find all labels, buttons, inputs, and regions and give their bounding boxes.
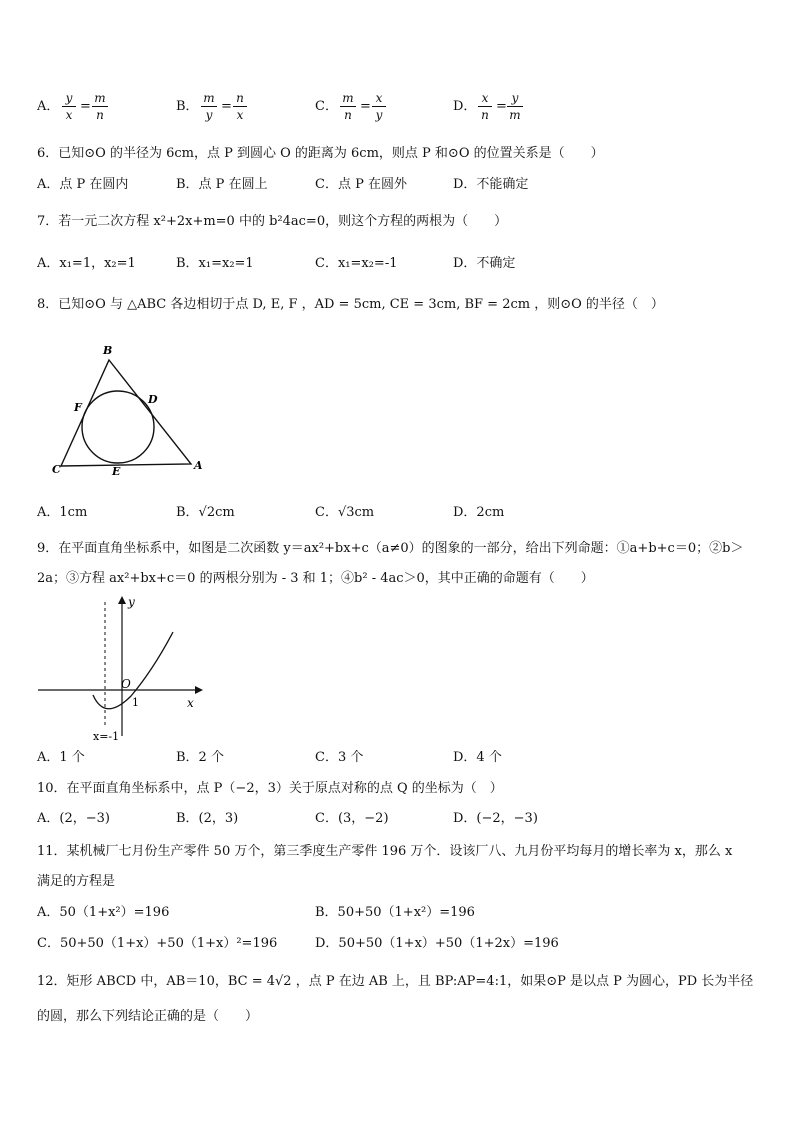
q10-option-d: D．(−2，−3): [453, 811, 538, 826]
fraction: m n: [92, 91, 108, 122]
q6-option-c: C．点 P 在圆外: [315, 177, 407, 192]
option-label: C．: [315, 99, 338, 114]
q7-option-b: B．x₁=x₂=1: [176, 256, 254, 271]
q11-stem-line1: 11．某机械厂七月份生产零件 50 万个，第三季度生产零件 196 万个．设该厂八、九月份平均每月的增长率为 x，那么 x: [37, 844, 733, 859]
label-y: y: [128, 595, 135, 609]
fraction: y x: [62, 91, 76, 122]
option-label: D．: [453, 99, 477, 114]
q10-option-b: B．(2，3): [176, 811, 239, 826]
q12-stem-line2: 的圆，那么下列结论正确的是（ ）: [37, 1009, 259, 1024]
q7-option-d: D．不确定: [453, 256, 516, 271]
q9-stem-line1: 9．在平面直角坐标系中，如图是二次函数 y＝ax²+bx+c（a≠0）的图象的一部分，给出下列命题：①a+b+c＝0；②b＞: [37, 541, 744, 556]
q10-option-c: C．(3，−2): [315, 811, 389, 826]
fraction: n x: [233, 91, 247, 122]
q9-option-b: B．2 个: [176, 750, 224, 765]
y-axis-arrow: [118, 596, 126, 604]
label-f: F: [74, 401, 82, 414]
label-x: x: [187, 696, 194, 710]
q9-option-d: D．4 个: [453, 750, 502, 765]
label-one: 1: [132, 696, 139, 709]
q11-stem-line2: 满足的方程是: [37, 874, 116, 889]
q9-option-a: A．1 个: [37, 750, 85, 765]
label-c: C: [52, 463, 61, 476]
q10-stem: 10．在平面直角坐标系中，点 P（−2，3）关于原点对称的点 Q 的坐标为（ ）: [37, 781, 503, 796]
q8-option-d: D．2cm: [453, 505, 505, 520]
label-axis-of-symmetry: x=-1: [93, 730, 120, 742]
label-b: B: [103, 344, 113, 357]
label-origin: O: [121, 677, 131, 691]
label-d: D: [148, 393, 158, 406]
option-label: B．: [176, 99, 199, 114]
q12-stem-line1: 12．矩形 ABCD 中，AB＝10，BC = 4√2 ，点 P 在边 AB 上，且 BP:AP=4:1，如果⊙P 是以点 P 为圆心，PD 长为半径: [37, 974, 754, 989]
fraction: x y: [372, 91, 386, 122]
label-a: A: [194, 459, 203, 472]
q8-stem: 8．已知⊙O 与 △ABC 各边相切于点 D, E, F ，AD = 5cm, CE = 3cm, BF = 2cm ，则⊙O 的半径（ ）: [37, 297, 664, 312]
incircle: [82, 391, 154, 463]
x-axis-arrow: [195, 686, 203, 694]
q9-option-c: C．3 个: [315, 750, 364, 765]
q9-parabola-figure: [35, 592, 210, 742]
q9-stem-line2: 2a；③方程 ax²+bx+c＝0 的两根分别为 - 3 和 1；④b² - 4ac＞0，其中正确的命题有（ ）: [37, 571, 594, 586]
q8-option-a: A．1cm: [37, 505, 88, 520]
fraction: x n: [478, 91, 492, 122]
fraction: m y: [201, 91, 217, 122]
q7-stem: 7．若一元二次方程 x²+2x+m=0 中的 b²4ac=0，则这个方程的两根为（ ）: [37, 214, 508, 229]
q11-option-a: A．50（1+x²）=196: [37, 905, 170, 920]
option-label: A．: [37, 99, 60, 114]
q6-option-b: B．点 P 在圆上: [176, 177, 268, 192]
q7-option-c: C．x₁=x₂=-1: [315, 256, 398, 271]
q7-option-a: A．x₁=1，x₂=1: [37, 256, 136, 271]
q8-option-c: C．√3cm: [315, 505, 375, 520]
q6-option-a: A．点 P 在圆内: [37, 177, 129, 192]
q11-option-b: B．50+50（1+x²）=196: [315, 905, 475, 920]
q11-option-d: D．50+50（1+x）+50（1+2x）=196: [315, 936, 559, 951]
q6-stem: 6．已知⊙O 的半径为 6cm，点 P 到圆心 O 的距离为 6cm，则点 P 和⊙O 的位置关系是（ ）: [37, 146, 604, 161]
fraction: m n: [340, 91, 356, 122]
fraction: y m: [507, 91, 523, 122]
q11-option-c: C．50+50（1+x）+50（1+x）²=196: [37, 936, 278, 951]
q8-option-b: B．√2cm: [176, 505, 235, 520]
q6-option-d: D．不能确定: [453, 177, 529, 192]
q8-triangle-figure: [45, 340, 215, 480]
label-e: E: [112, 465, 121, 478]
q10-option-a: A．(2，−3): [37, 811, 110, 826]
